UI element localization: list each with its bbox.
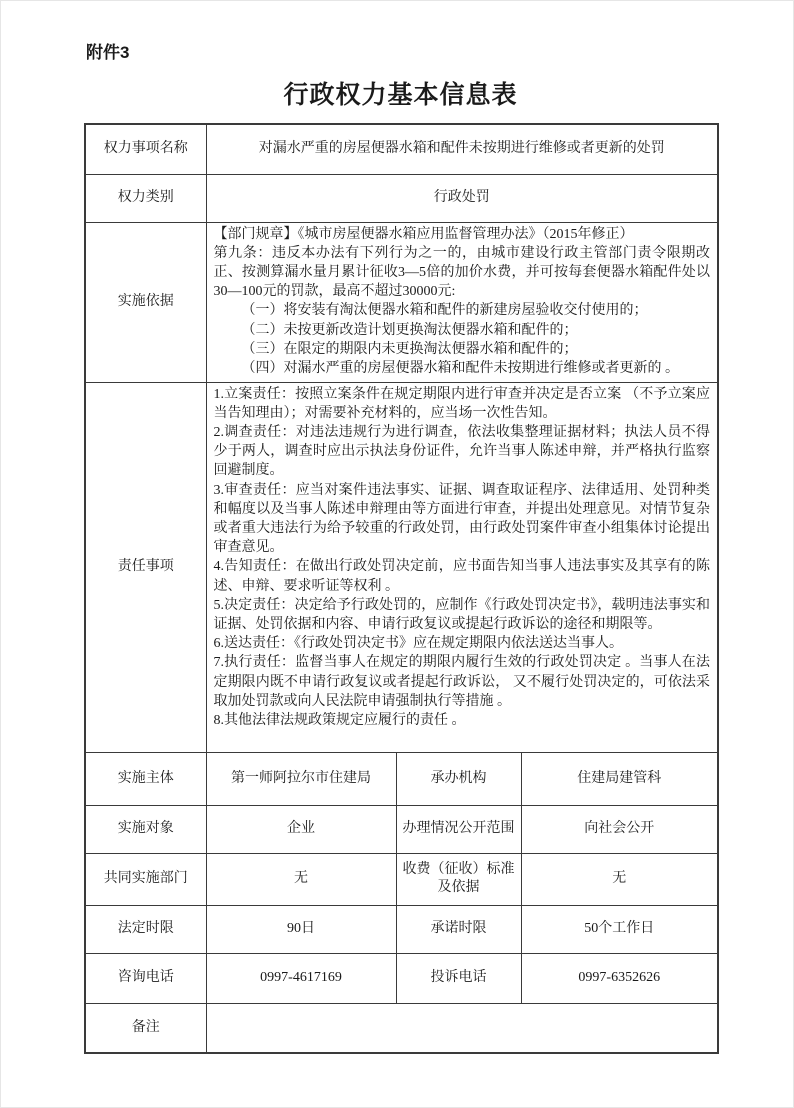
table-row-item-name [85,124,718,174]
duty-item-6: 6.送达责任：《行政处罚决定书》应在规定期限内依法送达当事人。 [213,636,623,652]
legal-basis-item-2: （二）未按更新改造计划更换淘汰便器水箱和配件的； [241,322,578,338]
duty-item-2: 2.调查责任：对违法违规行为进行调查，依法收集整理证据材料；执法人员不得少于两人，调查时应出示执法身份证件，允许当事人陈述申辩，并严格执行监察回避制度。 [213,424,710,479]
label-statutory-limit: 法定时限 [85,905,206,953]
label-promised-limit: 承诺时限 [396,905,521,953]
label-disclosure-scope: 办理情况公开范围 [396,805,521,853]
label-implementer: 实施主体 [85,752,206,805]
legal-basis-item-1: （一）将安装有淘汰便器水箱和配件的新建房屋验收交付使用的； [241,303,648,319]
value-fee-standard: 无 [521,853,718,905]
legal-basis-article: 第九条：违反本办法有下列行为之一的，由城市建设行政主管部门责令限期改正、按测算漏水量月累计征收3—5倍的加价水费，并可按每套便器水箱配件处以30—100元的罚款，最高不超过30000元: [213,245,710,300]
legal-basis-source: 【部门规章】《城市房屋便器水箱应用监督管理办法》（2015年修正） [213,226,634,242]
label-inquiry-phone: 咨询电话 [85,953,206,1003]
value-handling-org: 住建局建管科 [521,752,718,805]
table-row-legal-basis [85,222,718,382]
duty-item-7: 7.执行责任：监督当事人在规定的期限内履行生效的行政处罚决定 。当事人在法定期限内既不申请行政复议或者提起行政诉讼， 又不履行处罚决定的，可依法采取加处罚款或向人民法院申请强制执行等措施 。 [213,655,710,709]
value-statutory-limit: 90日 [206,905,396,953]
duty-item-5: 5.决定责任：决定给予行政处罚的，应制作《行政处罚决定书》，载明违法事实和证据、处罚依据和内容、申请行政复议或提起行政诉讼的途径和期限等。 [213,597,710,632]
label-target: 实施对象 [85,805,206,853]
value-remarks [206,1003,718,1053]
label-joint-departments: 共同实施部门 [85,853,206,905]
value-complaint-phone: 0997-6352626 [521,953,718,1003]
label-item-name: 权力事项名称 [85,124,206,174]
value-target: 企业 [206,805,396,853]
admin-power-info-table [84,123,719,1054]
label-complaint-phone: 投诉电话 [396,953,521,1003]
label-duties: 责任事项 [85,382,206,752]
table-row-phones [85,953,718,1003]
legal-basis-item-3: （三）在限定的期限内未更换淘汰便器水箱和配件的； [241,341,578,357]
table-row-joint-departments [85,853,718,905]
value-implementer: 第一师阿拉尔市住建局 [206,752,396,805]
value-disclosure-scope: 向社会公开 [521,805,718,853]
label-remarks: 备注 [85,1003,206,1053]
value-inquiry-phone: 0997-4617169 [206,953,396,1003]
attachment-label: 附件3 [86,43,130,62]
table-row-duties [85,382,718,752]
table-row-power-type [85,174,718,222]
table-row-remarks [85,1003,718,1053]
value-duties [206,382,718,752]
page-title: 行政权力基本信息表 [283,82,518,109]
label-legal-basis: 实施依据 [85,222,206,382]
value-power-type: 行政处罚 [206,174,718,222]
value-promised-limit: 50个工作日 [521,905,718,953]
duty-item-3: 3.审查责任：应当对案件违法事实、证据、调查取证程序、法律适用、处罚种类和幅度以及当事人陈述申辩理由等方面进行审查，并提出处理意见。对情节复杂或者重大违法行为给予较重的行政处罚，由行政处罚案件审查小组集体讨论提出审查意见。 [213,482,710,556]
value-joint-departments: 无 [206,853,396,905]
duty-item-8: 8.其他法律法规政策规定应履行的责任 。 [213,712,466,728]
duty-item-4: 4.告知责任：在做出行政处罚决定前，应书面告知当事人违法事实及其享有的陈述、申辩、要求听证等权利 。 [213,559,710,594]
legal-basis-item-4: （四）对漏水严重的房屋便器水箱和配件未按期进行维修或者更新的 。 [241,360,679,376]
table-row-implementer [85,752,718,805]
value-item-name: 对漏水严重的房屋便器水箱和配件未按期进行维修或者更新的处罚 [206,124,718,174]
table-row-time-limit [85,905,718,953]
label-handling-org: 承办机构 [396,752,521,805]
duty-item-1: 1.立案责任：按照立案条件在规定期限内进行审查并决定是否立案 （不予立案应当告知理由）；对需要补充材料的，应当场一次性告知。 [213,386,710,421]
value-legal-basis [206,222,718,382]
label-power-type: 权力类别 [85,174,206,222]
table-row-target [85,805,718,853]
label-fee-standard: 收费（征收）标准及依据 [396,853,521,905]
